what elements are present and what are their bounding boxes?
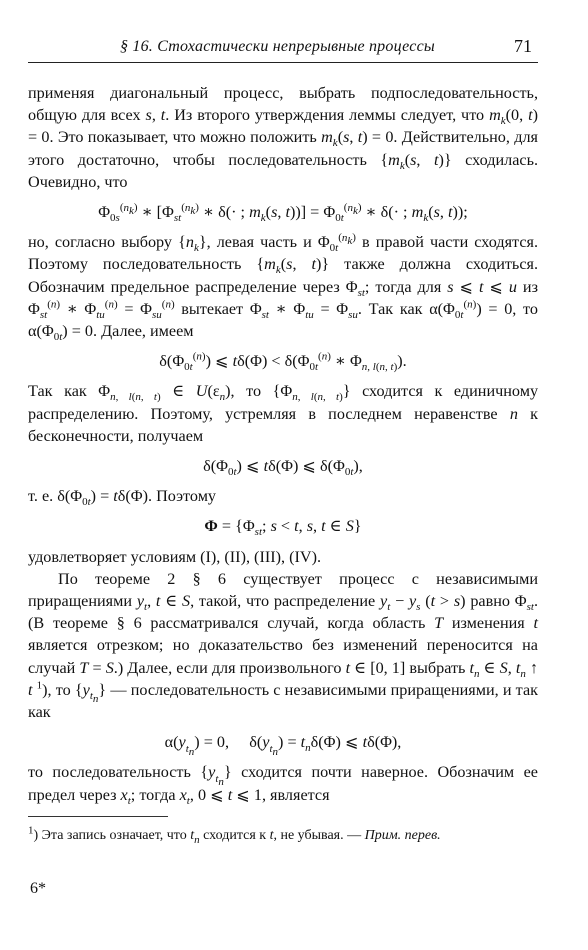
signature-mark: 6* <box>30 880 46 897</box>
section-title: § 16. Стохастически непрерывные процессы <box>120 38 435 55</box>
paragraph-5: удовлетворяет условиям (I), (II), (III), (IV). <box>28 547 322 566</box>
footnote: $^1$) Эта запись означает, что $t_n$ сходится к t, не убывая. — Прим. перев. <box>28 824 441 846</box>
formula-2: $\delta(\Phi_{0t}^{(n)})$ ⩽ $t\delta(\Phi) < \delta(\Phi_{0t}^{(n)}$ ∗ $\Phi_{n, l(n, t)}$). <box>159 350 407 374</box>
main-text <box>28 82 538 806</box>
formula-5: $\alpha(y_{t_n}) = 0$, $\delta(y_{t_n}) = t_n\delta(\Phi)$ ⩽ tδ(Φ), <box>164 733 402 758</box>
paragraph-2: но, согласно выбору $\{n_k\}$, левая часть и $\Phi_{0t}^{(n_k)}$ в правой части сходятся. Поэтому последовательность {$m_k(s$, t)} также должна сходиться. Обозначим предельное распределение через $\Phi_{st}$; тогда для s ⩽ t ⩽ u из $\Phi_{st}^{(n)}$ ∗ $\Phi_{tu}^{(n)} = \Phi_{su}^{(n)}$ вытекает $\Phi_{st}$ ∗ $\Phi_{tu} = \Phi_{su}$. Так как $\alpha(\Phi_{0t}^{(n)}) = 0$, то $\alpha(\Phi_{0t}) = 0$. Далее, имеем <box>28 231 538 344</box>
paragraph-7: то последовательность $\{y_{t_n}\}$ сходится почти наверное. Обозначим ее предел через $x_t$; тогда $x_t$, 0 ⩽ t ⩽ 1, является <box>28 763 538 807</box>
paragraph-1: применяя диагональный процесс, выбрать подпоследовательность, общую для всех s, t. Из второго утверждения леммы следует, что $m_k(0$, t) = 0. Это показывает, что можно положить $m_k(s$, t) = 0. Действительно, для этого достаточно, чтобы последовательность {$m_k(s$, t)} сходилась. Очевидно, что <box>28 84 539 191</box>
paragraph-4: т. е. $\delta(\Phi_{0t}) = t\delta(\Phi)$. Поэтому <box>28 487 217 509</box>
page-number: 71 <box>514 36 532 56</box>
paragraph-3: Так как $\Phi_{n, l(n, t)}$ ∈ $U(\varepsilon_n)$, то $\{\Phi_{n, l(n, t)}\}$ сходится к единичному распределению. Поэтому, устремляя в последнем неравенстве n к бесконечности, получаем <box>28 382 539 445</box>
footnote-divider <box>28 816 168 817</box>
paragraph-6: По теореме 2 § 6 существует процесс с независимыми приращениями $y_t$, t ∈ S, такой, что распределение $y_t - y_s$ (t > s) равно $\Phi_{st}$. (В теореме § 6 рассматривался случай, когда область T изменения t является отрезком; но доказательство без изменений переносится на случай T = S.) Далее, если для произвольного t ∈ [0, 1] выбрать $t_n$ ∈ S, $t_n$ ↑ t $^1$), то $\{y_{t_n}\}$ — последовательность с независимыми приращениями, и так как <box>28 569 539 722</box>
running-header <box>28 38 538 63</box>
formula-1: $\Phi_{0s}^{(n_k)}$ ∗ [$\Phi_{st}^{(n_k)}$ ∗ δ(· ; $m_k(s$, $t))] = \Phi_{0t}^{(n_k)}$ ∗ δ(· ; $m_k(s$, t)); <box>98 201 468 225</box>
formula-3: $\delta(\Phi_{0t})$ ⩽ tδ(Φ) ⩽ $\delta(\Phi_{0t})$, <box>203 457 363 479</box>
formula-4: $\Phi = \{\Phi_{st}$; s < t, s, t ∈ S} <box>204 517 362 539</box>
